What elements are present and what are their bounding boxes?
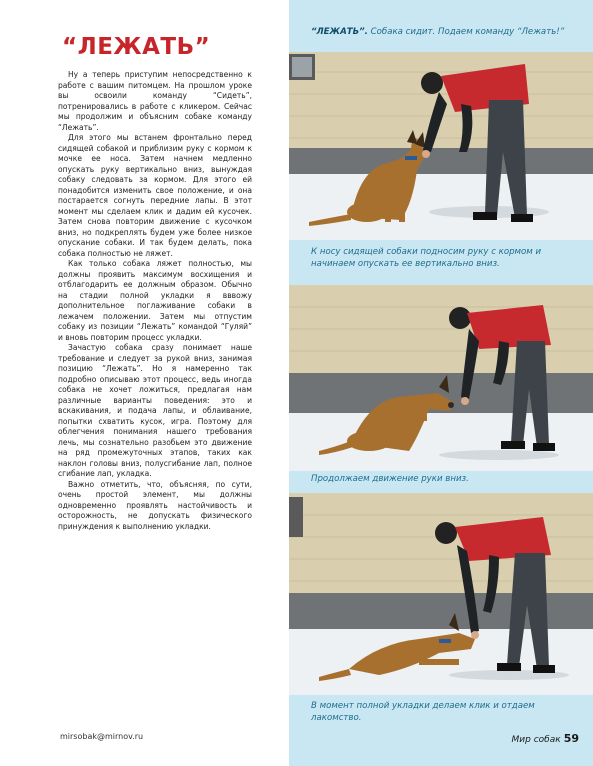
paragraph: Зачастую собака сразу понимает наше требование и следует за рукой вниз, занимая позицию “Лежать”. Но я намеренно так подробно описываю этот процесс, ведь иногда собака не хочет ложиться, предлагая нам различные варианты поведения: это и вскакивания, и подача лапы, и облаивание, попытки схватить кусок, игра. Поэтому для облегчения понимания нашего требования лечь, мы сознательно разобьем это движение на ряд промежуточных этапов, таких как наклон головы вниз, полусгибание лап, полное сгибание лап, укладка.	[58, 343, 252, 478]
training-photo-1	[289, 52, 593, 240]
article-title: “ЛЕЖАТЬ”	[62, 34, 211, 60]
photo-column	[289, 0, 593, 766]
photo-caption-intro	[311, 26, 581, 38]
photo-2-illustration	[289, 285, 593, 471]
caption-text: Собака сидит. Подаем команду “Лежать!”	[367, 27, 565, 37]
paragraph: Для этого мы встанем фронтально перед сидящей собакой и приблизим руку с кормом к мочке ее носа. Затем начнем медленно опускать руку вертикально вниз, вынуждая собаку следовать за кормом. Для этого ей понадобится изменить свое положение, и она постарается согнуть передние лапы. В этот момент мы сделаем клик и дадим ей кусочек. Затем снова повторим движение с кусочком вниз, но подкреплять будем уже более низкое опускание собаки. И так будем делать, пока собака полностью не ляжет.	[58, 133, 252, 258]
page-number: 59	[563, 732, 579, 745]
paragraph: Важно отметить, что, объясняя, по сути, очень простой элемент, мы должны одновременно проявлять настойчивость и осторожность, не допускать физического принуждения к выполнению укладки.	[58, 479, 252, 531]
photo-caption-1: К носу сидящей собаки подносим руку с кормом и начинаем опускать ее вертикально вниз.	[311, 247, 542, 269]
paragraph: Как только собака ляжет полностью, мы должны проявить максимум восхищения и отблагодарить ее должным образом. Обычно на стадии полной укладки я вввожу дополнительное поглаживание собаки в лежачем положении. Затем мы отпустим собаку из позиции “Лежать” командой “Гуляй” и вновь повторим процесс укладки.	[58, 259, 252, 342]
footer-email: mirsobak@mirnov.ru	[60, 732, 144, 741]
photo-1-illustration	[289, 52, 593, 240]
magazine-name: Мир собак	[511, 735, 561, 745]
article-body	[58, 70, 252, 532]
text-column	[0, 0, 285, 766]
caption-command: “ЛЕЖАТЬ”.	[311, 27, 368, 37]
photo-caption-3: В момент полной укладки делаем клик и отдаем лакомство.	[311, 701, 535, 723]
training-photo-3	[289, 493, 593, 695]
photo-caption-2: Продолжаем движение руки вниз.	[311, 474, 469, 484]
photo-3-illustration	[289, 493, 593, 695]
footer-magazine	[512, 732, 579, 745]
training-photo-2	[289, 285, 593, 471]
paragraph: Ну а теперь приступим непосредственно к работе с вашим питомцем. На прошлом уроке вы освоили команду “Сидеть”, потренировались в работе с кликером. Сейчас мы продолжим и объясним собаке команду “Лежать”.	[58, 70, 252, 132]
